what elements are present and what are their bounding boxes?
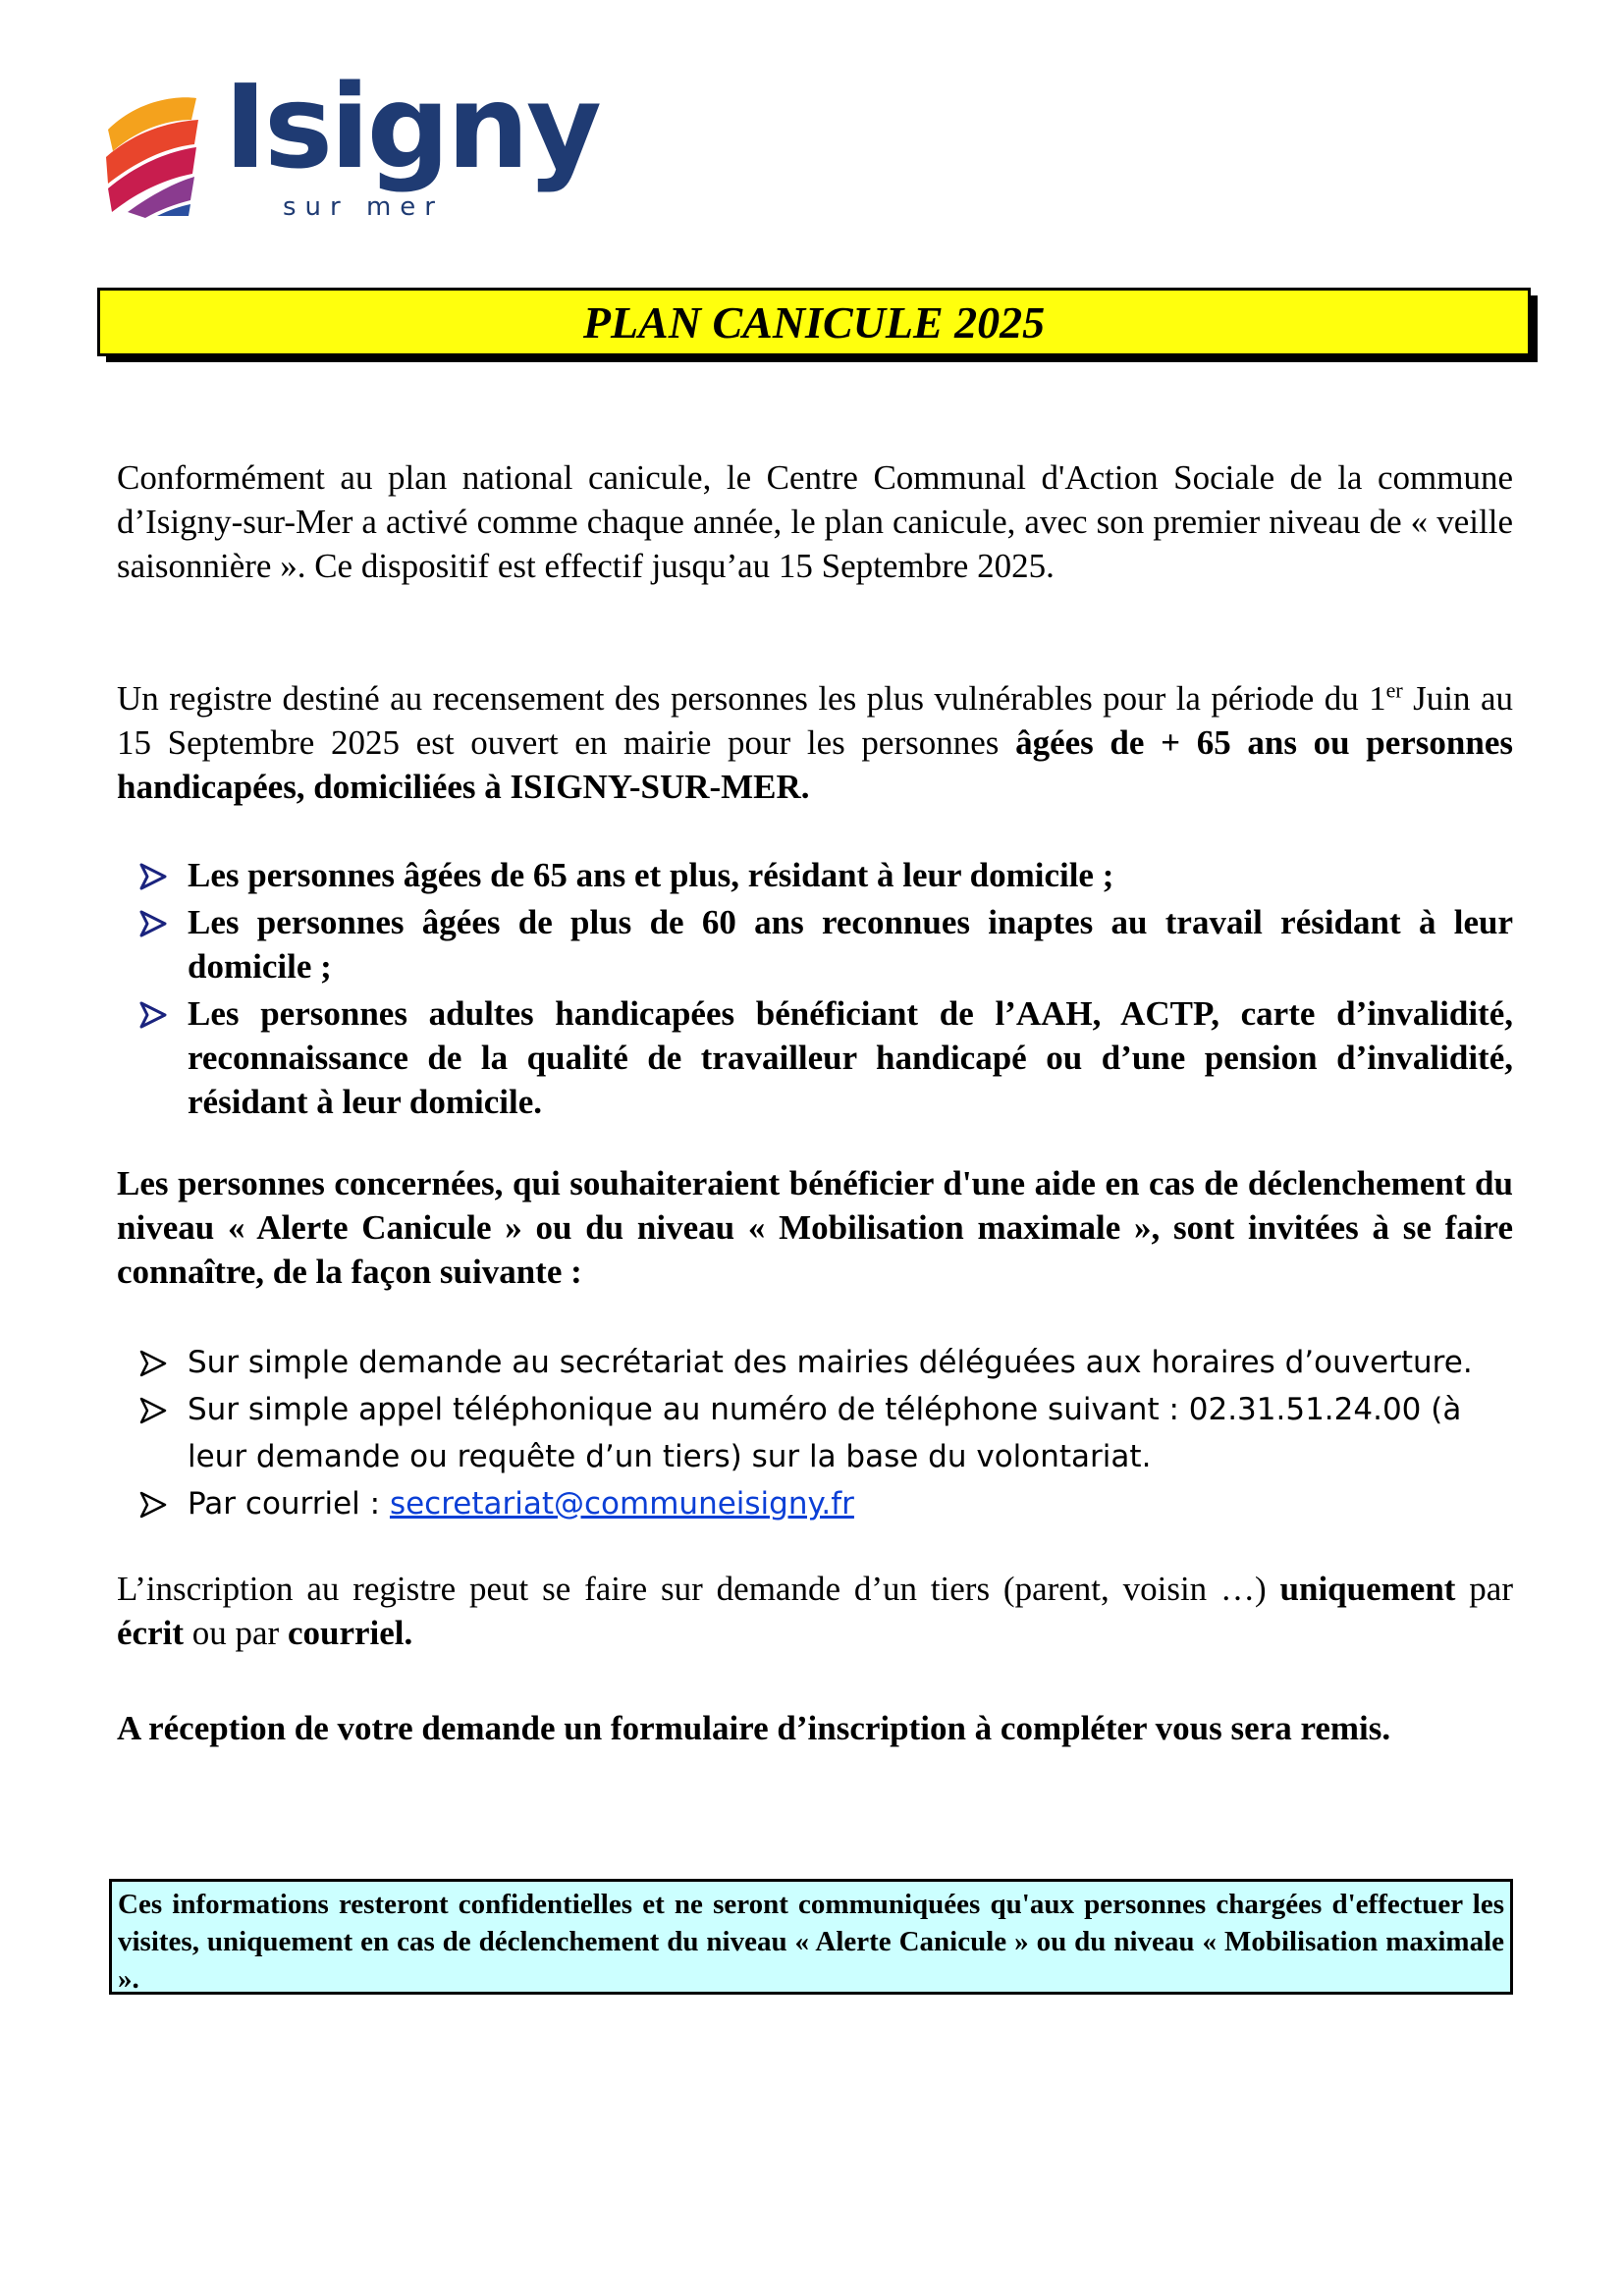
concerned-paragraph: Les personnes concernées, qui souhaiteraient bénéficier d'une aide en cas de déclenchement du niveau « Alerte Canicule » ou du niveau « Mobilisation maximale », sont invitées à se faire connaître, de la façon suivante : (117, 1164, 1513, 1291)
list-item-text: Les personnes âgées de plus de 60 ans reconnues inaptes au travail résidant à leur domicile ; (188, 903, 1513, 986)
list-item-text: Sur simple demande au secrétariat des mairies déléguées aux horaires d’ouverture. (188, 1345, 1473, 1380)
registry-text-start: Un registre destiné au recensement des personnes les plus vulnérables pour la période du 1 (117, 679, 1386, 718)
inscription-text: par (1455, 1570, 1513, 1608)
list-item (117, 1480, 1513, 1527)
registry-text-bold: âgées de + 65 ans ou personnes handicapées, domiciliées à ISIGNY-SUR-MER. (117, 723, 1513, 806)
confidentiality-note (109, 1879, 1513, 1995)
list-item (117, 1386, 1513, 1480)
arrow-bullet-icon (138, 1000, 168, 1030)
registry-superscript: er (1385, 677, 1403, 703)
inscription-text: ou par (183, 1614, 288, 1652)
inscription-paragraph (117, 1567, 1513, 1655)
list-item (117, 1339, 1513, 1386)
arrow-bullet-icon (138, 1490, 168, 1520)
isigny-logo (98, 59, 599, 228)
logo-subtitle: sur mer (283, 192, 444, 222)
list-item (117, 900, 1513, 988)
arrow-bullet-icon (138, 1396, 168, 1425)
eligible-persons-list (117, 853, 1513, 1127)
email-link[interactable]: secretariat@communeisigny.fr (389, 1486, 854, 1522)
list-item-text: Par courriel : (188, 1486, 390, 1522)
confidentiality-text: Ces informations resteront confidentielles et ne seront communiquées qu'aux personnes chargées d'effectuer les visites, uniquement en cas de déclenchement du niveau « Alerte Canicule » ou du niveau « Mobilisation maximale ». (118, 1889, 1504, 1995)
arrow-bullet-icon (138, 1349, 168, 1378)
inscription-text: L’inscription au registre peut se faire sur demande d’un tiers (parent, voisin …) (117, 1570, 1280, 1608)
contact-methods-list (117, 1339, 1513, 1527)
logo-name: Isigny (224, 59, 599, 194)
arrow-bullet-icon (138, 909, 168, 938)
registry-text-middle: Juin au 15 Septembre 2025 est ouvert en mairie pour les personnes (117, 679, 1513, 762)
list-item-text: Les personnes adultes handicapées bénéficiant de l’AAH, ACTP, carte d’invalidité, reconnaissance de la qualité de travailleur handicapé ou d’une pension d’invalidité, résidant à leur domicile. (188, 994, 1513, 1121)
list-item-text: Sur simple appel téléphonique au numéro de téléphone suivant : 02.31.51.24.00 (à leur demande ou requête d’un tiers) sur la base du volontariat. (188, 1392, 1462, 1474)
reception-paragraph: A réception de votre demande un formulaire d’inscription à compléter vous sera remis. (117, 1709, 1391, 1747)
registry-paragraph (117, 676, 1513, 809)
list-item-text: Les personnes âgées de 65 ans et plus, résidant à leur domicile ; (188, 856, 1114, 894)
page-title: PLAN CANICULE 2025 (582, 296, 1046, 347)
arrow-bullet-icon (138, 862, 168, 891)
isigny-logo-mark-icon (98, 90, 206, 218)
inscription-bold-uniquement: uniquement (1279, 1570, 1456, 1608)
inscription-bold-courriel: courriel. (287, 1614, 413, 1652)
title-banner (97, 288, 1531, 356)
list-item (117, 991, 1513, 1124)
inscription-bold-ecrit: écrit (117, 1614, 184, 1652)
intro-paragraph: Conformément au plan national canicule, le Centre Communal d'Action Sociale de la commune d’Isigny-sur-Mer a activé comme chaque année, le plan canicule, avec son premier niveau de « veille saisonnière ». Ce dispositif est effectif jusqu’au 15 Septembre 2025. (117, 458, 1513, 585)
list-item (117, 853, 1513, 897)
